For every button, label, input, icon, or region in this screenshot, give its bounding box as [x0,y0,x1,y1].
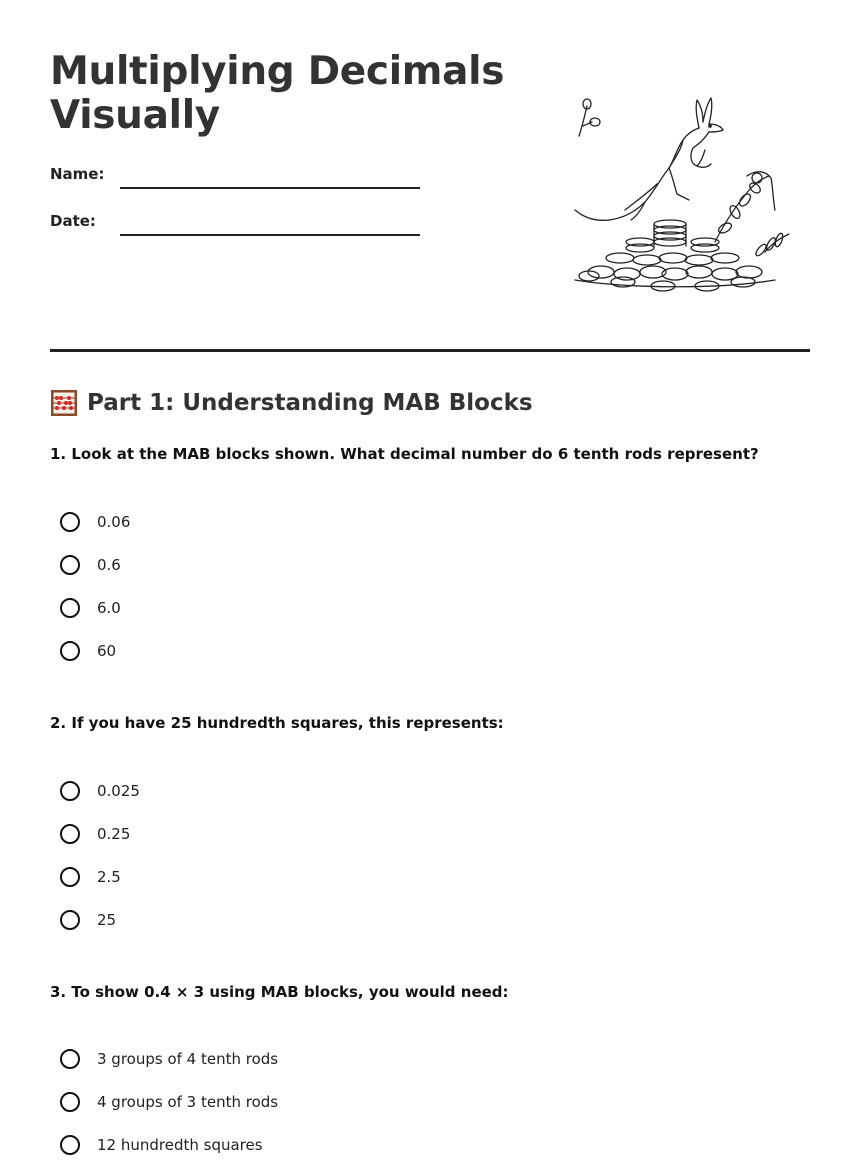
question-1-option-a[interactable] [60,509,130,535]
radio-button[interactable] [60,512,80,532]
option-label: 2.5 [97,868,121,886]
radio-button[interactable] [60,555,80,575]
name-label: Name: [50,165,105,183]
part1-heading-text: Part 1: Understanding MAB Blocks [87,390,533,416]
date-input-line[interactable] [120,234,420,236]
question-2-option-d[interactable] [60,907,116,933]
option-label: 0.06 [97,513,131,531]
radio-button[interactable] [60,1049,80,1069]
option-label: 6.0 [97,599,121,617]
radio-button[interactable] [60,824,80,844]
flower-sprig-icon [579,99,600,136]
name-input-line[interactable] [120,187,420,189]
option-label: 25 [97,911,117,929]
question-3-option-c[interactable] [60,1132,263,1158]
question-1-option-d[interactable] [60,638,116,664]
option-label: 0.6 [97,556,121,574]
option-label: 4 groups of 3 tenth rods [97,1093,279,1111]
question-2-option-b[interactable] [60,821,130,847]
kangaroo-icon [575,98,723,220]
question-1-text: 1. Look at the MAB blocks shown. What decimal number do 6 tenth rods represent? [50,445,759,463]
radio-button[interactable] [60,641,80,661]
header-divider [50,349,810,352]
question-3-option-a[interactable] [60,1046,278,1072]
radio-button[interactable] [60,781,80,801]
option-label: 0.25 [97,825,131,843]
leafy-branch-icon [715,172,789,258]
coin-pile-icon [575,220,775,291]
option-label: 0.025 [97,782,140,800]
radio-button[interactable] [60,867,80,887]
question-2-option-c[interactable] [60,864,121,890]
question-2-option-a[interactable] [60,778,140,804]
radio-button[interactable] [60,598,80,618]
abacus-icon [50,389,78,417]
question-3-text: 3. To show 0.4 × 3 using MAB blocks, you would need: [50,983,509,1001]
radio-button[interactable] [60,910,80,930]
option-label: 12 hundredth squares [97,1136,263,1154]
date-label: Date: [50,212,96,230]
radio-button[interactable] [60,1135,80,1155]
question-3-option-b[interactable] [60,1089,278,1115]
option-label: 60 [97,642,117,660]
page-title: Multiplying Decimals Visually [50,49,505,138]
question-2-text: 2. If you have 25 hundredth squares, this represents: [50,714,504,732]
question-1-option-b[interactable] [60,552,121,578]
option-label: 3 groups of 4 tenth rods [97,1050,279,1068]
part1-heading [50,386,533,420]
radio-button[interactable] [60,1092,80,1112]
question-1-option-c[interactable] [60,595,121,621]
kangaroo-coins-illustration [565,92,795,302]
